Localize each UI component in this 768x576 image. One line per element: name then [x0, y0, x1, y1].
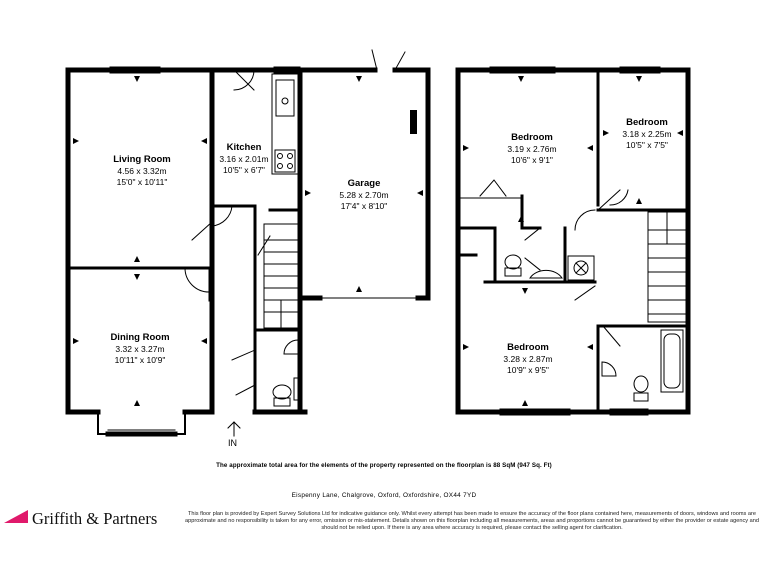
- area-note: The approximate total area for the elements of the property represented on the floorplan is 88 SqM (947 Sq. Ft): [216, 462, 552, 469]
- garage-label: [314, 178, 414, 212]
- property-address: Eispenny Lane, Chalgrove, Oxford, Oxfordshire, OX44 7YD: [291, 492, 477, 499]
- kitchen-worktop: [272, 74, 298, 174]
- dining-room-label: [88, 332, 192, 366]
- bedroom-3-metric: 3.28 x 2.87m: [503, 354, 553, 364]
- ground-wc: [273, 340, 298, 406]
- bay-window: [98, 412, 185, 434]
- bedroom-1-name: Bedroom: [511, 132, 553, 143]
- living-room-imperial: 15'0" x 10'11": [116, 177, 168, 187]
- bedroom-2-metric: 3.18 x 2.25m: [622, 129, 672, 139]
- bedroom-1-label: [482, 132, 582, 166]
- living-room-metric: 4.56 x 3.32m: [117, 166, 167, 176]
- kitchen-label: [214, 142, 274, 176]
- living-room-label: [92, 154, 192, 188]
- first-bathroom-fixtures: [505, 255, 683, 401]
- dining-room-name: Dining Room: [110, 332, 170, 343]
- dining-room-imperial: 10'11" x 10'9": [114, 355, 166, 365]
- garage-imperial: 17'4" x 8'10": [340, 201, 388, 211]
- kitchen-name: Kitchen: [226, 142, 262, 153]
- brand-name: Griffith & Partners: [32, 509, 158, 528]
- bedroom-1-imperial: 10'6" x 9'1": [511, 155, 553, 165]
- bedroom-3-name: Bedroom: [507, 342, 549, 353]
- brand-mark-icon: [4, 510, 28, 523]
- bedroom-3-imperial: 10'9" x 9'5": [507, 365, 549, 375]
- disclaimer-text: This floor plan is provided by Expert Survey Solutions Ltd for indicative guidance only. Whilst every attempt has been made to ensure the accuracy of the floor plans contained here, measurements of doors, windows and rooms are approximate and no responsibility is taken for any error, omission or mis-statement. Details shown on this floorplan including all measurements, areas and proportions cannot be guaranteed by either the provider or estate agency and should not be relied upon. If there is any area where accuracy is required, please contact the selling agent for clarification.: [185, 511, 759, 532]
- kitchen-metric: 3.16 x 2.01m: [219, 154, 269, 164]
- living-room-name: Living Room: [113, 154, 171, 165]
- entrance-label: IN: [228, 438, 237, 448]
- kitchen-imperial: 10'5" x 6'7": [223, 165, 265, 175]
- garage-name: Garage: [347, 178, 381, 189]
- bedroom-1-metric: 3.19 x 2.76m: [507, 144, 557, 154]
- bedroom-3-label: [478, 342, 578, 376]
- bedroom-2-label: [606, 117, 688, 151]
- entrance-arrow: [228, 422, 240, 436]
- ground-doors: [185, 50, 405, 395]
- bedroom-2-name: Bedroom: [626, 117, 668, 128]
- first-doors: [575, 190, 628, 346]
- bedroom-2-imperial: 10'5" x 7'5": [626, 140, 668, 150]
- dining-room-metric: 3.32 x 3.27m: [115, 344, 165, 354]
- garage-metric: 5.28 x 2.70m: [339, 190, 389, 200]
- ground-stairs: [264, 224, 298, 328]
- first-stairs: [648, 212, 686, 322]
